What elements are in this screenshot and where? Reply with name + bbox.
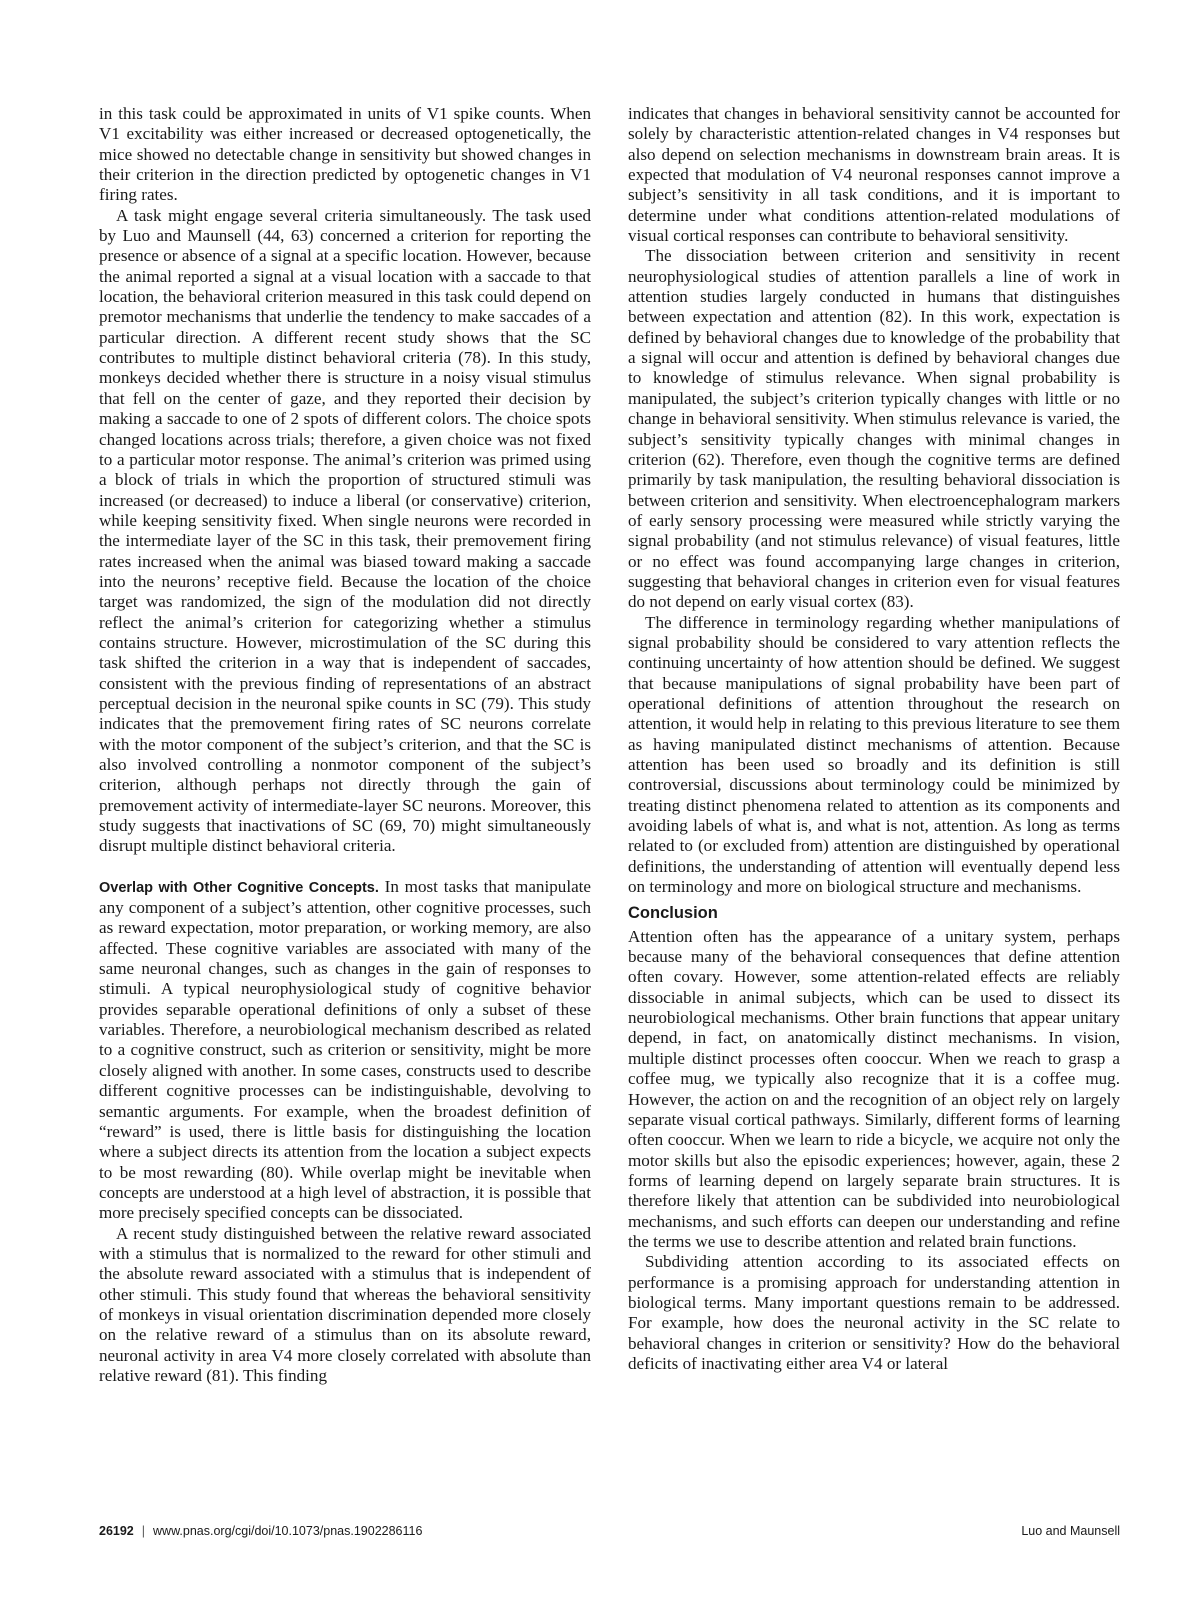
body-paragraph: indicates that changes in behavioral sensitivity cannot be accounted for solely by characteristic attention-related changes in V4 responses but also depend on selection mechanisms in downstream brain areas. It is expected that modulation of V4 neuronal responses cannot improve a subject’s sensitivity in all task conditions, and it is important to determine under what conditions attention-related modulations of visual cortical responses can contribute to behavioral sensitivity.: [628, 104, 1120, 246]
overlap-body: In most tasks that manipulate any component of a subject’s attention, other cognitive processes, such as reward expectation, motor preparation, or working memory, are also affected. These cognitive variables are associated with many of the same neuronal changes, such as changes in the gain of responses to stimuli. A typical neurophysiological study of cognitive behavior provides separable operational definitions of only a subset of these variables. Therefore, a neurobiological mechanism described as related to a cognitive construct, such as criterion or sensitivity, might be more closely aligned with another. In some cases, constructs used to describe different cognitive processes can be indistinguishable, devolving to semantic arguments. For example, when the broadest definition of “reward” is used, there is little basis for distinguishing the location where a subject directs its attention from the location a subject expects to be most rewarding (80). While overlap might be inevitable when concepts are understood at a high level of abstraction, it is possible that more precisely specified concepts can be dissociated.: [99, 876, 591, 1223]
footer-authors: Luo and Maunsell: [1021, 1524, 1120, 1538]
body-paragraph: Subdividing attention according to its associated effects on performance is a promising approach for understanding attention in biological terms. Many important questions remain to be addressed. For example, how does the neuronal activity in the SC relate to behavioral changes in criterion or sensitivity? How do the behavioral deficits of inactivating either area V4 or lateral: [628, 1252, 1120, 1373]
page-footer: [99, 1524, 1120, 1538]
footer-separator: |: [141, 1524, 146, 1538]
body-paragraph: A task might engage several criteria simultaneously. The task used by Luo and Maunsell (44, 63) concerned a criterion for reporting the presence or absence of a signal at a specific location. However, because the animal reported a signal at a visual location with a saccade to that location, the behavioral criterion measured in this task could depend on premotor mechanisms that underlie the tendency to make saccades of a particular direction. A different recent study shows that the SC contributes to multiple distinct behavioral criteria (78). In this study, monkeys decided whether there is structure in a noisy visual stimulus that fell on the center of gaze, and they reported their decision by making a saccade to one of 2 spots of different colors. The choice spots changed locations across trials; therefore, a given choice was not fixed to a particular motor response. The animal’s criterion was primed using a block of trials in which the proportion of structured stimuli was increased (or decreased) to induce a liberal (or conservative) criterion, while keeping sensitivity fixed. When single neurons were recorded in the intermediate layer of the SC in this task, their premovement firing rates increased when the animal was biased toward making a saccade into the neurons’ receptive field. Because the location of the choice target was randomized, the sign of the modulation did not directly reflect the animal’s criterion for categorizing whether a stimulus contains structure. However, microstimulation of the SC during this task shifted the criterion in a way that is independent of saccades, consistent with the previous finding of representations of an abstract perceptual decision in the neuronal spike counts in SC (79). This study indicates that the premovement firing rates of SC neurons correlate with the motor component of the subject’s criterion, and that the SC is also involved controlling a nonmotor component of the subject’s criterion, although perhaps not directly through the gain of premovement activity of intermediate-layer SC neurons. Moreover, this study suggests that inactivations of SC (69, 70) might simultaneously disrupt multiple distinct behavioral criteria.: [99, 205, 591, 856]
page-number: 26192: [99, 1524, 134, 1538]
body-paragraph: Attention often has the appearance of a unitary system, perhaps because many of the behavioral consequences that define attention often covary. However, some attention-related effects are reliably dissociable in animal subjects, which can be used to dissect its neurobiological mechanisms. Other brain functions that appear unitary depend, in fact, on anatomically distinct mechanisms. In vision, multiple distinct processes often cooccur. When we reach to grasp a coffee mug, we typically also recognize that it is a coffee mug. However, the action on and the recognition of an object rely on largely separate visual cortical pathways. Similarly, different forms of learning often cooccur. When we learn to ride a bicycle, we acquire not only the motor skills but also the episodic experiences; however, again, these 2 forms of learning depend on largely separate brain structures. It is therefore likely that attention can be subdivided into neurobiological mechanisms, and such efforts can deepen our understanding and refine the terms we use to describe attention and related brain functions.: [628, 926, 1120, 1251]
paragraph-gap: [99, 857, 591, 877]
body-paragraph: The dissociation between criterion and sensitivity in recent neurophysiological studies of attention parallels a line of work in attention studies largely conducted in humans that distinguishes between expectation and attention (82). In this work, expectation is defined by behavioral changes due to knowledge of the probability that a signal will occur and attention is defined by behavioral changes due to knowledge of stimulus relevance. When signal probability is manipulated, the subject’s criterion typically changes with little or no change in behavioral sensitivity. When stimulus relevance is varied, the subject’s sensitivity typically changes with minimal changes in criterion (62). Therefore, even though the cognitive terms are defined primarily by task manipulation, the resulting behavioral dissociation is between criterion and sensitivity. When electroencephalogram markers of early sensory processing were measured while strictly varying the signal probability (and not stimulus relevance) of visual features, little or no effect was found accompanying large changes in criterion, suggesting that behavioral changes in criterion even for visual features do not depend on early visual cortex (83).: [628, 246, 1120, 612]
body-paragraph: The difference in terminology regarding whether manipulations of signal probability should be considered to vary attention reflects the continuing uncertainty of how attention should be defined. We suggest that because manipulations of signal probability have been part of operational definitions of attention throughout the research on attention, it would help in relating to this previous literature to see them as having manipulated distinct mechanisms of attention. Because attention has been used so broadly and its definition is still controversial, discussions about terminology could be minimized by treating distinct phenomena related to attention as its components and avoiding labels of what is, and what is not, attention. As long as terms related to (or excluded from) attention are distinguished by operational definitions, the understanding of attention will eventually depend less on terminology and more on biological structure and mechanisms.: [628, 612, 1120, 897]
conclusion-heading: Conclusion: [628, 904, 718, 923]
doi-link[interactable]: www.pnas.org/cgi/doi/10.1073/pnas.1902286116: [153, 1524, 423, 1538]
right-column: [628, 104, 1120, 1374]
left-column: [99, 104, 591, 1386]
overlap-subheading: Overlap with Other Cognitive Concepts.: [99, 879, 379, 896]
overlap-paragraph: [99, 877, 591, 1224]
body-paragraph: A recent study distinguished between the relative reward associated with a stimulus that is normalized to the reward for other stimuli and the absolute reward associated with a stimulus that is independent of other stimuli. This study found that whereas the behavioral sensitivity of monkeys in visual orientation discrimination depended more closely on the relative reward of a stimulus than on its absolute reward, neuronal activity in area V4 more closely correlated with absolute than relative reward (81). This finding: [99, 1223, 591, 1385]
body-paragraph: in this task could be approximated in units of V1 spike counts. When V1 excitability was either increased or decreased optogenetically, the mice showed no detectable change in sensitivity but showed changes in their criterion in the direction predicted by optogenetic changes in V1 firing rates.: [99, 104, 591, 205]
